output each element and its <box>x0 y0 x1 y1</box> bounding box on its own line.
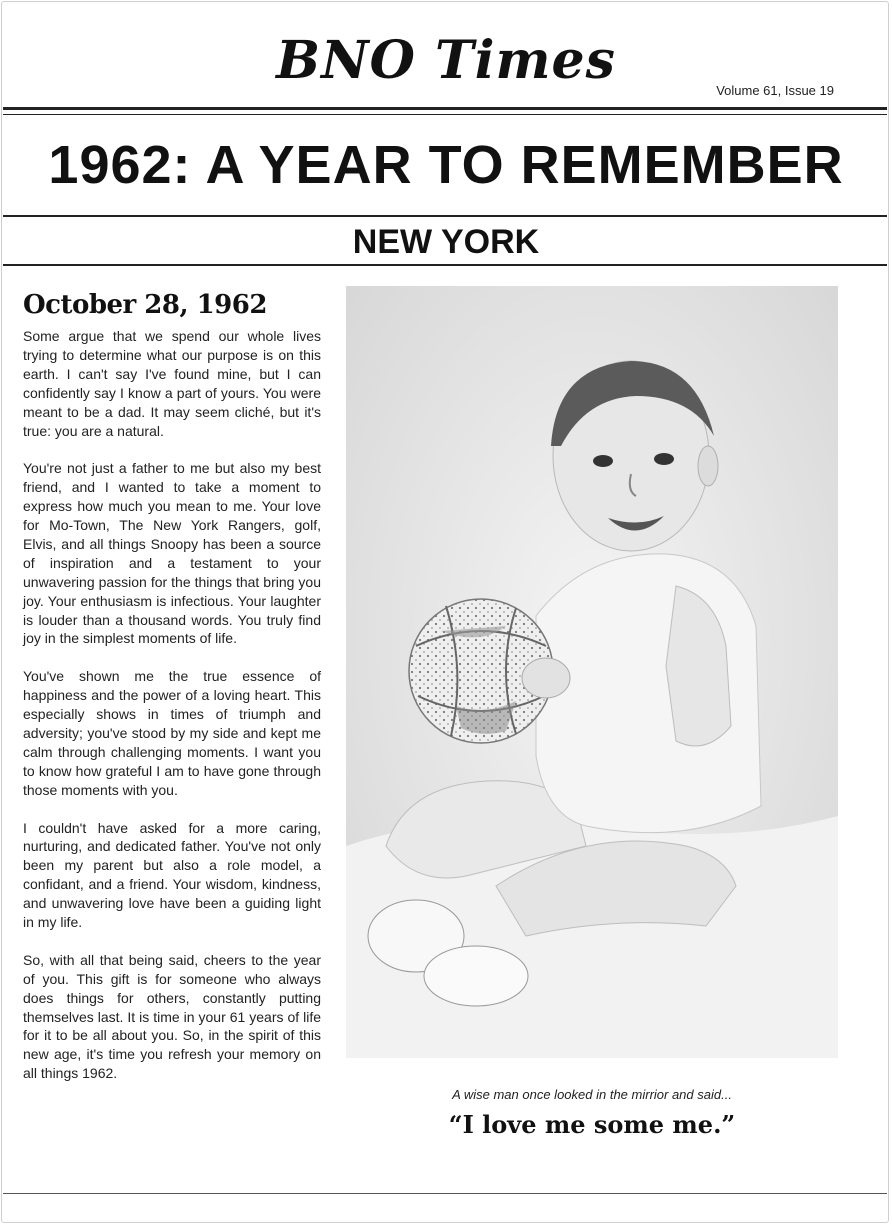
article-paragraph: I couldn't have asked for a more caring, nurturing, and dedicated father. You've not only been my parent but also a role model, a confidant, and a friend. Your wisdom, kindness, and unwavering love have been a guiding light in my life. <box>23 819 321 931</box>
article-paragraph: You've shown me the true essence of happiness and the power of a loving heart. This especially shows in times of triumph and adversity; you've stood by my side and kept me calm through challenging moments. I want you to know how grateful I am to have gone through those moments with you. <box>23 668 321 798</box>
photo-caption: A wise man once looked in the mirrior and said... <box>452 1087 732 1102</box>
article-body <box>23 327 321 1102</box>
article-paragraph: Some argue that we spend our whole lives trying to determine what our purpose is on this earth. I can't say I've found mine, but I can confidently say I know a part of yours. You were meant to be a dad. It may seem cliché, but it's true: you are a natural. <box>23 328 321 439</box>
article-date: October 28, 1962 <box>23 290 267 320</box>
headline-rule <box>3 215 887 217</box>
footer-rule <box>3 1193 887 1194</box>
baby-photo-illustration <box>346 286 838 1058</box>
photo-quote: “I love me some me.” <box>448 1110 736 1139</box>
dateline-city: NEW YORK <box>352 223 540 261</box>
headline: 1962: A YEAR TO REMEMBER <box>48 135 844 195</box>
baby-photo <box>346 286 838 1058</box>
masthead-rule-top <box>3 107 887 110</box>
masthead-title: BNO Times <box>276 30 616 91</box>
masthead-rule-bottom <box>3 114 887 115</box>
volume-issue: Volume 61, Issue 19 <box>716 83 834 98</box>
article-paragraph: So, with all that being said, cheers to the year of you. This gift is for someone who always does things for others, constantly putting themselves last. It is time in your 61 years of life for it to be all about you. So, in the spirit of this new age, it's time you refresh your memory on all things 1962. <box>23 951 321 1082</box>
article-paragraph: You're not just a father to me but also my best friend, and I wanted to take a moment to express how much you mean to me. Your love for Mo-Town, The New York Rangers, golf, Elvis, and all things Snoopy has been a source of inspiration and a testament to your unwavering passion for the things that bring you joy. Your enthusiasm is infectious. Your laughter is louder than a thousand words. You truly find joy in the simplest moments of life. <box>23 460 321 647</box>
city-rule <box>3 264 887 266</box>
